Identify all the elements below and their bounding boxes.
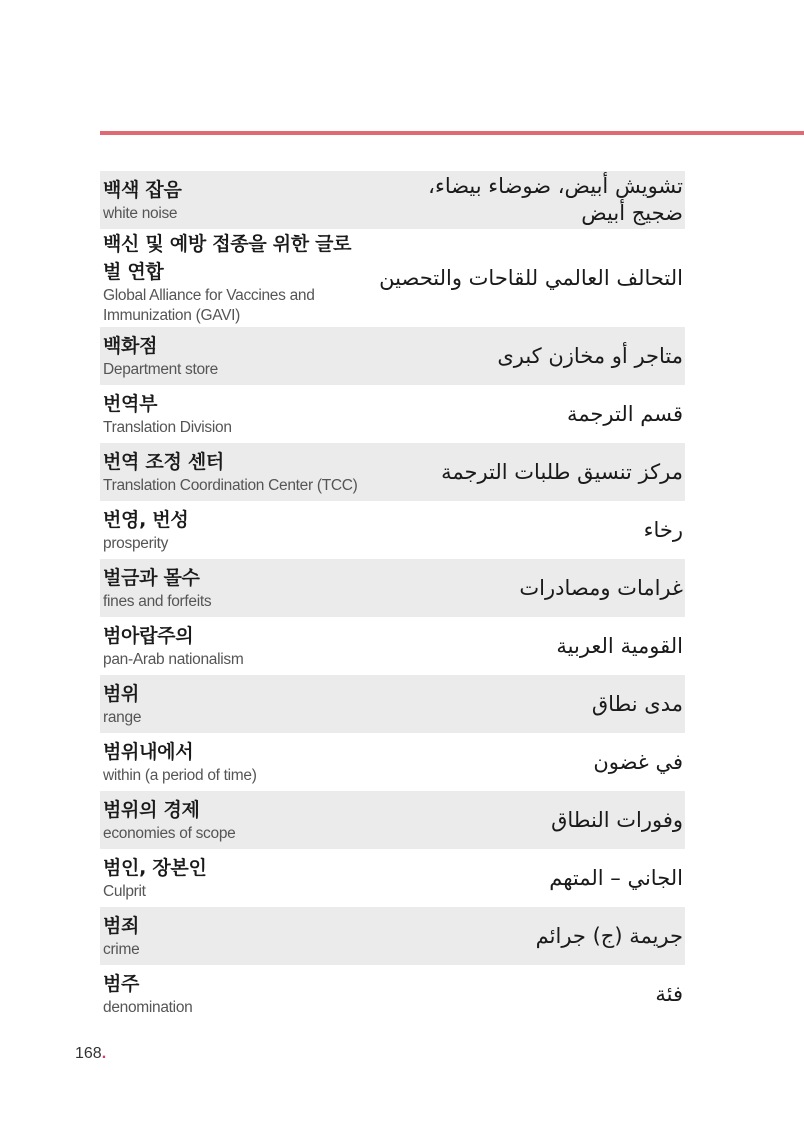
- korean-term: 범죄: [103, 915, 140, 937]
- glossary-table: [100, 171, 685, 1023]
- arabic-term: في غضون: [593, 749, 683, 774]
- english-term: Translation Division: [103, 419, 232, 436]
- korean-term: 범인, 장본인: [103, 857, 207, 879]
- page-number: [75, 1045, 106, 1063]
- english-term: crime: [103, 941, 140, 958]
- korean-term: 범위: [103, 683, 140, 705]
- english-term: range: [103, 709, 142, 726]
- glossary-row: [100, 443, 685, 501]
- term-cell: [103, 332, 363, 380]
- top-accent-rule: [100, 131, 804, 135]
- korean-term: 범주: [103, 973, 140, 995]
- glossary-row: [100, 171, 685, 229]
- glossary-row: [100, 385, 685, 443]
- arabic-term: جريمة (ج) جرائم: [535, 923, 683, 948]
- glossary-row: [100, 791, 685, 849]
- glossary-row: [100, 327, 685, 385]
- term-cell: [103, 970, 363, 1018]
- korean-term: 범위내에서: [103, 741, 194, 763]
- english-term: Global Alliance for Vaccines and Immunization (GAVI): [103, 287, 315, 324]
- arabic-term: رخاء: [643, 517, 683, 542]
- korean-term: 번역부: [103, 393, 158, 415]
- glossary-row: [100, 965, 685, 1023]
- arabic-term: وفورات النطاق: [551, 807, 683, 832]
- glossary-row: [100, 907, 685, 965]
- arabic-term: مركز تنسيق طلبات الترجمة: [441, 459, 683, 484]
- term-cell: [103, 796, 363, 844]
- korean-term: 번영, 번성: [103, 509, 189, 531]
- english-term: fines and forfeits: [103, 593, 212, 610]
- korean-term: 백색 잡음: [103, 179, 182, 201]
- term-cell: [103, 622, 363, 670]
- term-cell: [103, 506, 363, 554]
- korean-term: 백화점: [103, 335, 158, 357]
- korean-term: 범아랍주의: [103, 625, 194, 647]
- glossary-row: [100, 559, 685, 617]
- term-cell: [103, 854, 363, 902]
- arabic-term: القومية العربية: [556, 633, 683, 658]
- korean-term: 벌금과 몰수: [103, 567, 200, 589]
- english-term: Department store: [103, 361, 218, 378]
- arabic-term: الجاني – المتهم: [549, 865, 683, 890]
- english-term: pan-Arab nationalism: [103, 651, 244, 668]
- term-cell: [103, 230, 363, 326]
- english-term: denomination: [103, 999, 193, 1016]
- glossary-row: [100, 675, 685, 733]
- glossary-row: [100, 617, 685, 675]
- english-term: within (a period of time): [103, 767, 257, 784]
- english-term: economies of scope: [103, 825, 236, 842]
- arabic-term: غرامات ومصادرات: [519, 575, 683, 600]
- arabic-term: فئة: [655, 981, 683, 1006]
- arabic-term: التحالف العالمي للقاحات والتحصين: [379, 265, 683, 290]
- korean-term: 범위의 경제: [103, 799, 200, 821]
- term-cell: [103, 390, 363, 438]
- english-term: prosperity: [103, 535, 169, 552]
- arabic-term: قسم الترجمة: [567, 401, 683, 426]
- korean-term: 백신 및 예방 접종을 위한 글로벌 연합: [103, 233, 352, 283]
- term-cell: [103, 448, 363, 496]
- term-cell: [103, 912, 363, 960]
- arabic-term: تشويش أبيض، ضوضاء بيضاء، ضجيج أبيض: [428, 174, 683, 225]
- english-term: Translation Coordination Center (TCC): [103, 477, 358, 494]
- glossary-row: [100, 733, 685, 791]
- page-number-value: 168: [75, 1045, 102, 1062]
- korean-term: 번역 조정 센터: [103, 451, 224, 473]
- glossary-row: [100, 501, 685, 559]
- page-number-dot: .: [101, 1045, 107, 1062]
- arabic-term: متاجر أو مخازن كبرى: [497, 343, 683, 368]
- glossary-row: [100, 229, 685, 327]
- term-cell: [103, 680, 363, 728]
- glossary-row: [100, 849, 685, 907]
- term-cell: [103, 738, 363, 786]
- english-term: white noise: [103, 205, 178, 222]
- english-term: Culprit: [103, 883, 146, 900]
- arabic-term: مدى نطاق: [591, 691, 683, 716]
- term-cell: [103, 176, 363, 224]
- term-cell: [103, 564, 363, 612]
